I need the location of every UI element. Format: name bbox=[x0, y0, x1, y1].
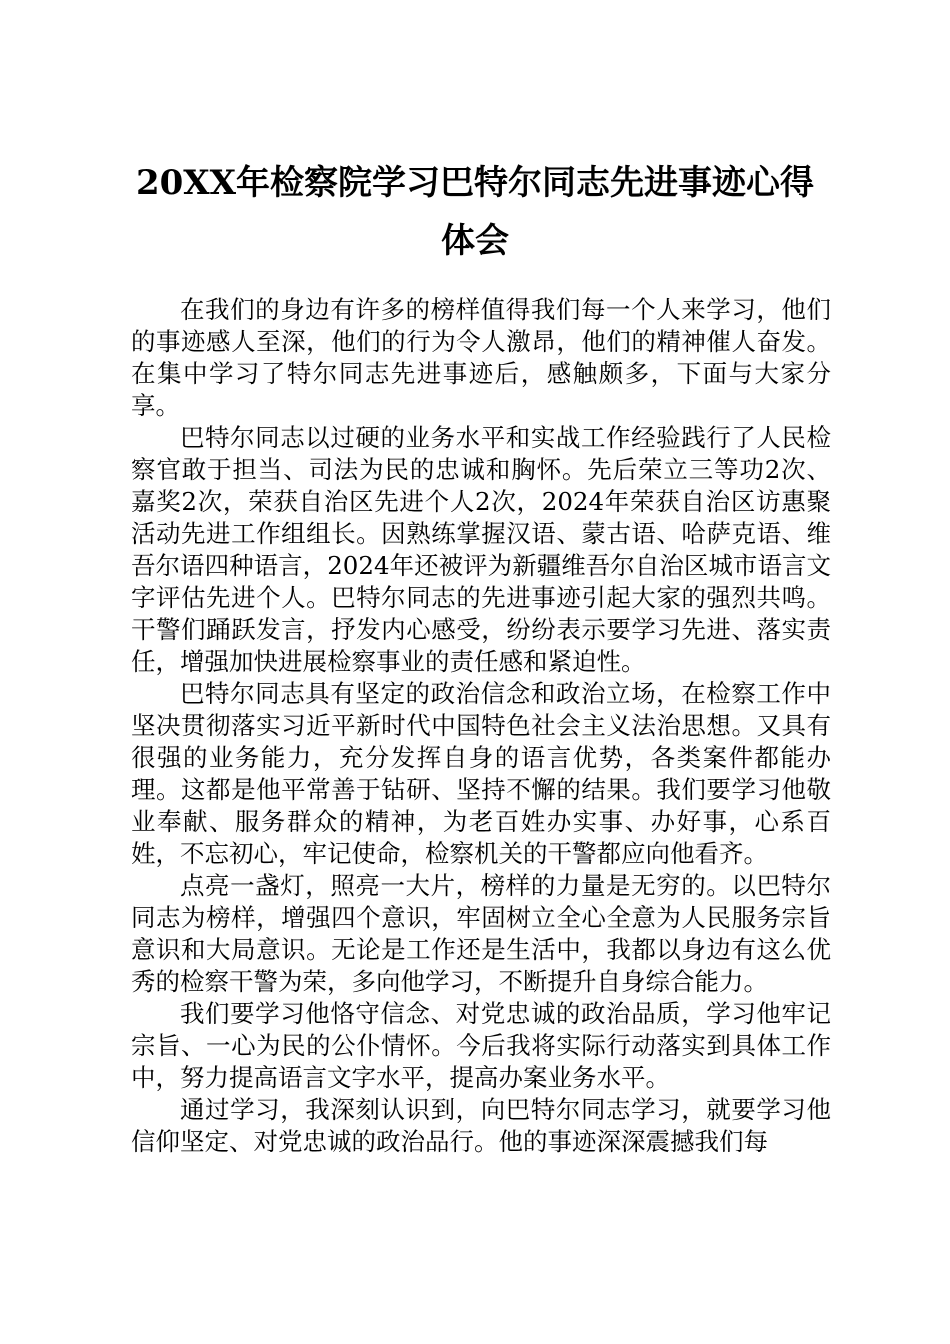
paragraph-1: 在我们的身边有许多的榜样值得我们每一个人来学习，他们的事迹感人至深，他们的行为令人激昂，他们的精神催人奋发。在集中学习了特尔同志先进事迹后，感触颇多，下面与大家分享。 bbox=[131, 295, 831, 420]
paragraph-6: 通过学习，我深刻认识到，向巴特尔同志学习，就要学习他信仰坚定、对党忠诚的政治品行。他的事迹深深震撼我们每 bbox=[131, 1095, 831, 1156]
paragraph-3: 巴特尔同志具有坚定的政治信念和政治立场，在检察工作中坚决贯彻落实习近平新时代中国特色社会主义法治思想。又具有很强的业务能力，充分发挥自身的语言优势，各类案件都能办理。这都是他平常善于钻研、坚持不懈的结果。我们要学习他敬业奉献、服务群众的精神，为老百姓办实事、办好事，心系百姓，不忘初心，牢记使命，检察机关的干警都应向他看齐。 bbox=[131, 679, 831, 868]
paragraph-5: 我们要学习他恪守信念、对党忠诚的政治品质，学习他牢记宗旨、一心为民的公仆情怀。今后我将实际行动落实到具体工作中，努力提高语言文字水平，提高办案业务水平。 bbox=[131, 999, 831, 1092]
document-title-line-2: 体会 bbox=[441, 221, 509, 261]
paragraph-2: 巴特尔同志以过硬的业务水平和实战工作经验践行了人民检察官敢于担当、司法为民的忠诚和胸怀。先后荣立三等功2次、嘉奖2次，荣获自治区先进个人2次，2024年荣获自治区访惠聚活动先进工作组组长。因熟练掌握汉语、蒙古语、哈萨克语、维吾尔语四种语言，2024年还被评为新疆维吾尔自治区城市语言文字评估先进个人。巴特尔同志的先进事迹引起大家的强烈共鸣。干警们踊跃发言，抒发内心感受，纷纷表示要学习先进、落实责任，增强加快进展检察事业的责任感和紧迫性。 bbox=[131, 423, 831, 676]
document-body bbox=[131, 294, 831, 1158]
document-title-line-1: 20XX年检察院学习巴特尔同志先进事迹心得 bbox=[135, 163, 815, 203]
paragraph-4: 点亮一盏灯，照亮一大片，榜样的力量是无穷的。以巴特尔同志为榜样，增强四个意识，牢固树立全心全意为人民服务宗旨意识和大局意识。无论是工作还是生活中，我都以身边有这么优秀的检察干警为荣，多向他学习，不断提升自身综合能力。 bbox=[131, 871, 831, 996]
